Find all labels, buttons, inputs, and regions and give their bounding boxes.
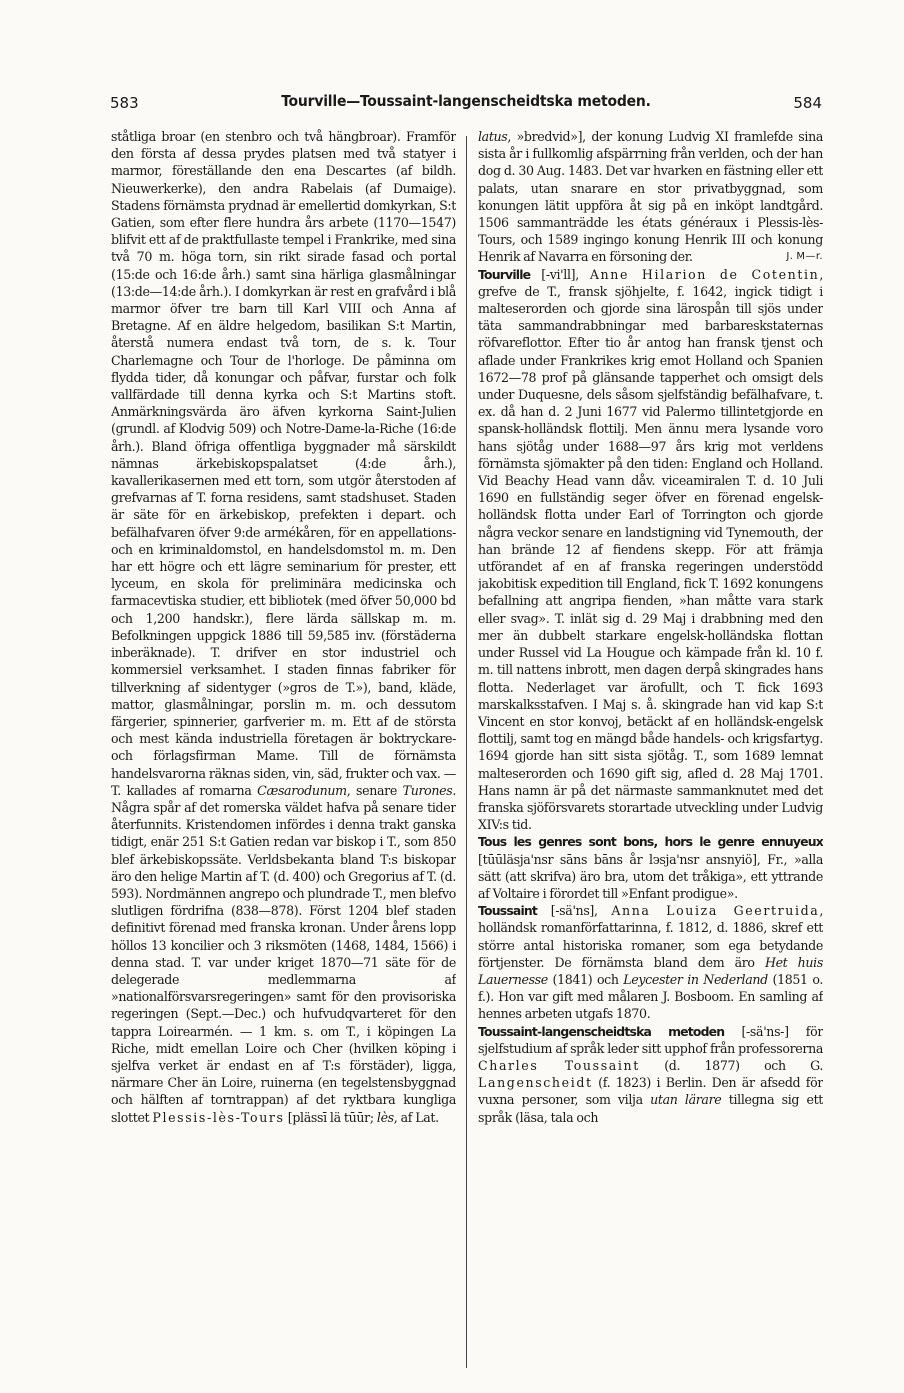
- body-text: , af Lat.: [393, 1109, 439, 1125]
- entry-text: [tūūläsja'nsr sāns bāns år lэsja'nsr ansnyiö], Fr., »alla sätt (att skrifva) äro bra, utom det tråkiga», ett yttrande af Voltaire i förordet till »Enfant prodigue».: [478, 851, 823, 901]
- entry-continuation: [478, 128, 823, 266]
- latin-term: lès: [376, 1109, 394, 1125]
- entry-tourville: [478, 266, 823, 834]
- headword: Tourville: [478, 266, 531, 282]
- headword: Toussaint-langenscheidtska metoden: [478, 1023, 725, 1039]
- entry-toussaint: [478, 902, 823, 1022]
- entry-text: (f. 1823) i Berlin. Den är afsedd för vuxna personer, som vilja: [478, 1075, 823, 1108]
- spaced-name: Langenscheidt: [478, 1075, 593, 1091]
- left-column: [111, 128, 456, 1368]
- page-number-right: 584: [793, 94, 822, 112]
- entry-text: (d. 1877) och G.: [664, 1057, 823, 1073]
- emphasis: utan lärare: [650, 1092, 722, 1108]
- entry-text: (1841) och: [552, 971, 619, 987]
- entry-text: [-sä'ns-] för sjelfstudium af språk leder sitt upphof från professorerna: [478, 1023, 823, 1056]
- entry-toussaint-langenscheidt: [478, 1023, 823, 1126]
- work-title: Het huis Lauernesse: [478, 954, 823, 987]
- entry-text: (1851 o. f.). Hon var gift med målaren J. Bosboom. En samling af hennes arbeten utgafs 1870.: [478, 971, 823, 1022]
- body-text: , senare: [346, 782, 397, 798]
- author-signature: J. M—r.: [786, 251, 823, 263]
- latin-term: latus: [478, 129, 508, 144]
- spaced-name: Anne Hilarion de Cotentin: [589, 266, 820, 282]
- page-number-left: 583: [110, 94, 139, 112]
- spaced-name: Charles Toussaint: [478, 1057, 640, 1073]
- pronunciation: [-vi'll],: [541, 266, 579, 282]
- page-header: [110, 92, 822, 118]
- pronunciation: [plässī lä tūūr;: [287, 1109, 374, 1125]
- body-text: ståtliga broar (en stenbro och två hängbroar). Framför den första af dessa prydes platsen med två statyer i marmor, föreställande den ena Descartes (af bildh. Nieuwerkerke), den andra Rabelais (af Dumaige). Stadens förnämsta prydnad är emellertid domkyrkan, S:t Gatien, som efter flere hundra års arbete (1170—1547) blifvit ett af de praktfullaste tempel i Frankrike, med sina två 70 m. höga torn, sin rikt sirade fasad och portal (15:de och 16:de årh.) samt sina härliga glasmålningar (13:de—14:de årh.). I domkyrkan är rest en grafvård i blå marmor öfver tre barn till Karl VIII och Anna af Bretagne. Af en äldre helgedom, basilikan S:t Martin, återstå numera endast två torn, de s. k. Tour Charlemagne och Tour de l'horloge. De påminna om flydda tider, då konungar och påfvar, furstar och folk vallfärdade till denna kyrka och S:t Martins stoft. Anmärkningsvärda äro äfven kyrkorna Saint-Julien (grundl. af Klodvig 509) och Notre-Dame-la-Riche (16:de årh.). Bland öfriga offentliga byggnader må särskildt nämnas ärkebiskopspalatset (4:de årh.), kavallerikasernen med ett torn, som utgör återstoden af grefvarnas af T. forna residens, samt stadshuset. Staden är säte för en ärkebiskop, prefekten i depart. och befälhafvaren öfver 9:de armékåren, för en appellations- och en kriminaldomstol, en handelsdomstol m. m. Den har ett högre och ett lägre seminarium för prester, ett lyceum, en skola för preliminära medicinska och farmacevtiska studier, ett bibliotek (med öfver 50,000 bd och 1,200 handskr.), flere lärda sällskap m. m. Befolkningen uppgick 1886 till 59,585 inv. (förstäderna inberäknade). T. drifver en stor industriel och kommersiel verksamhet. I staden finnas fabriker för tillverkning af sidentyger (»gros de T.»), band, kläde, mattor, glasmålningar, porslin m. m. och dessutom färgerier, spinnerier, garfverier m. m. Ett af de största och mest kända industriella företagen är boktryckare- och förlagsfirman Mame. Till de förnämsta handelsvarorna räknas siden, vin, säd, frukter och vax. — T. kallades af romarna: [111, 129, 456, 798]
- spaced-name: Anna Louiza Geertruida: [611, 903, 820, 919]
- latin-name: Turones: [402, 782, 453, 798]
- pronunciation: [-sä'ns],: [550, 903, 598, 919]
- entry-text: tillegna sig ett språk (läsa, tala och: [478, 1092, 823, 1125]
- work-title: Leycester in Nederland: [623, 971, 768, 987]
- headword: Toussaint: [478, 903, 538, 919]
- column-divider: [466, 136, 467, 1368]
- entry-tous-les-genres: [478, 833, 823, 902]
- running-title: Tourville—Toussaint-langenscheidtska metoden.: [281, 92, 651, 110]
- left-column-text: [111, 128, 456, 1126]
- entry-text: , holländsk romanförfattarinna, f. 1812, d. 1886, skref ett större antal historiska romaner, som ega betydande förtjenster. De förnämsta bland dem äro: [478, 903, 823, 970]
- spaced-name: Plessis-lès-Tours: [152, 1109, 285, 1125]
- body-text: , »bredvid»], der konung Ludvig XI framlefde sina sista år i fullkomlig afspärrning från verlden, och der han dog d. 30 Aug. 1483. Det var hvarken en fästning eller ett palats, utan snarare en stor privatbyggnad, som konungen lätit uppföra åt sig på en inköpt landtgård. 1506 sammanträdde les états généraux i Plessis-lès-Tours, och 1589 ingingo konung Henrik III och konung Henrik af Navarra en försoning der.: [478, 129, 823, 265]
- right-column: [478, 128, 823, 1368]
- headword: Tous les genres sont bons, hors le genre ennuyeux: [478, 834, 823, 850]
- latin-name: Cæsarodunum: [257, 782, 347, 798]
- entry-text: , grefve de T., fransk sjöhjelte, f. 1642, ingick tidigt i malteserorden och gjorde sina lärospån till sjös under täta sammandrabbningar med barbareskstaternas röfvareflottor. Efter tio år antog han fransk tjenst och aflade under Frankrikes krig emot Holland och Spanien 1672—78 prof på glänsande tapperhet och omsigt dels under Duquesne, dels såsom sjelfständig befälhafvare, t. ex. då han d. 2 Juni 1677 vid Palermo tillintetgjorde en spansk-holländsk flottilj. Men ännu mera lysande voro hans sjötåg under 1688—97 års krig mot verldens förnämsta sjömakter på den tiden: England och Holland. Vid Beachy Head vann dåv. viceamiralen T. d. 10 Juli 1690 en fullständig seger öfver en förenad engelsk-holländsk flotta under Earl of Torrington och gjorde några veckor senare en landstigning vid Tynemouth, der han brände 12 af fiendens skepp. För att främja utförandet af en af franska regeringen understödd jakobitisk expedition till England, fick T. 1692 konungens befallning att angripa fienden, »han måtte vara stark eller svag». T. inlät sig d. 29 Maj i drabbning med den mer än dubbelt starkare engelsk-holländska flottan under Russel vid La Hougue och kämpade från kl. 10 f. m. till nattens inbrott, men dagen derpå skingrades hans flotta. Nederlaget var ärofullt, och T. fick 1693 marskalksstafven. I Maj s. å. skingrade han vid kap S:t Vincent en stor konvoj, betäckt af en holländsk-engelsk flottilj, samt tog en mängd både handels- och krigsfartyg. 1694 gjorde han sitt sista sjötåg. T., som 1689 lemnat malteserorden och 1690 gift sig, afled d. 28 Maj 1701. Hans namn är på det närmaste sammanknutet med det franska sjöförsvarets storartade utveckling under Ludvig XIV:s tid.: [478, 266, 823, 833]
- body-text: . Några spår af det romerska väldet hafva på senare tider återfunnits. Kristendomen infördes i denna trakt ganska tidigt, enär 251 S:t Gatien redan var biskop i T., som 850 blef ärkebiskopssäte. Verldsbekanta bland T:s biskopar äro den helige Martin af T. (d. 400) och Gregorius af T. (d. 593). Nordmännen angrepo och plundrade T., men blefvo slutligen fördrifna (838—878). Först 1204 blef staden definitivt förenad med franska kronan. Under årens lopp höllos 13 koncilier och 3 riksmöten (1468, 1484, 1566) i denna stad. T. var under kriget 1870—71 säte för de delegerade medlemmarna af »nationalförsvarsregeringen» samt för den provisoriska regeringen (Sept.—Dec.) och hufvudqvarteret för den tappra Loirearmén. — 1 km. s. om T., i köpingen La Riche, midt emellan Loire och Cher (hvilken köping i sjelfva verket är endast en af T:s förstäder), ligga, närmare Cher än Loire, ruinerna (en tegelstensbyggnad och hälften af torntrappan) af det ryktbara kungliga slottet: [111, 782, 456, 1125]
